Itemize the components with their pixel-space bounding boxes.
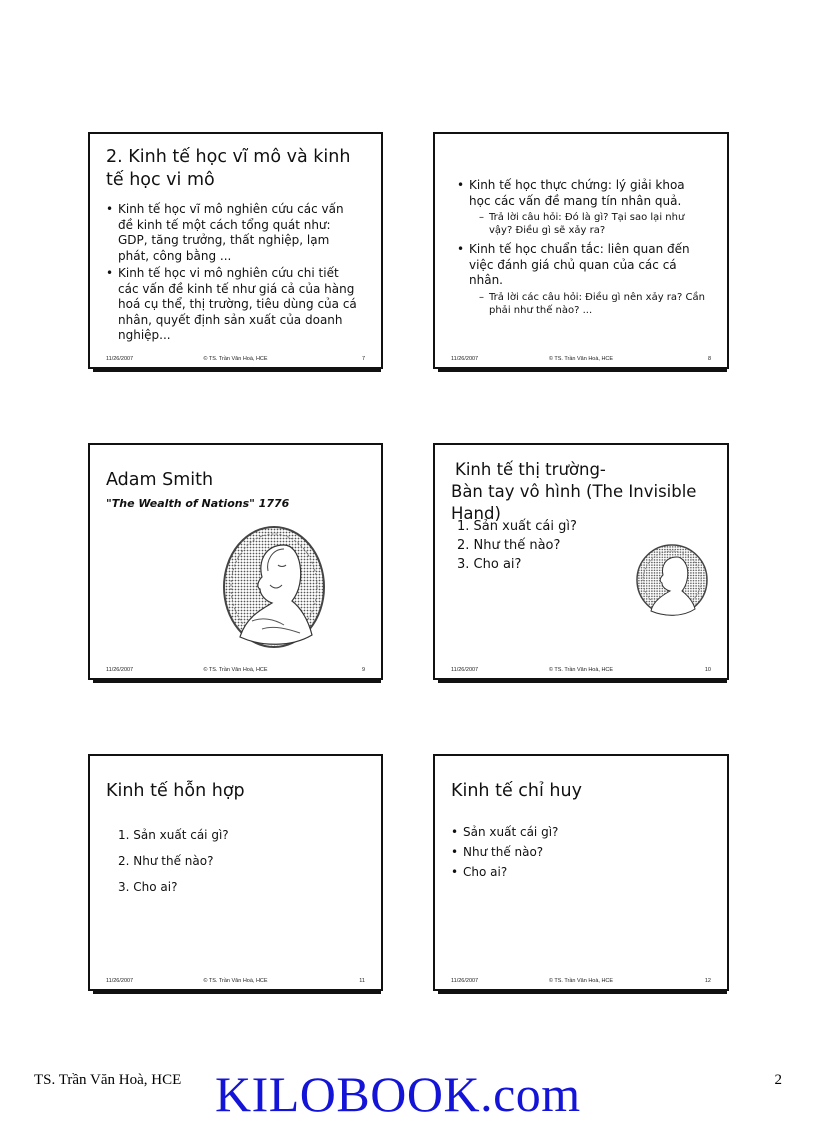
slide-footer bbox=[451, 356, 711, 362]
page-author: TS. Trần Văn Hoà, HCE bbox=[34, 1072, 182, 1088]
list-item: 3. Cho ai? bbox=[457, 557, 522, 572]
slide-footer bbox=[106, 667, 365, 673]
slide-number: 9 bbox=[361, 667, 365, 673]
footer-author: © TS. Trần Văn Hoà, HCE bbox=[548, 356, 614, 362]
slide-title: Adam Smith bbox=[106, 470, 214, 490]
footer-date: 11/26/2007 bbox=[106, 978, 134, 984]
slide-12 bbox=[433, 754, 729, 991]
adam-smith-medallion bbox=[635, 543, 709, 617]
slide-number: 7 bbox=[361, 356, 365, 362]
title-line-2: Bàn tay vô hình (The Invisible Hand) bbox=[451, 482, 697, 523]
numbered-list bbox=[118, 822, 229, 900]
numbered-list bbox=[457, 517, 577, 574]
slide-number: 11 bbox=[359, 978, 365, 984]
page-number: 2 bbox=[774, 1072, 782, 1088]
slide-number: 12 bbox=[704, 978, 711, 984]
footer-date: 11/26/2007 bbox=[451, 667, 479, 673]
footer-date: 11/26/2007 bbox=[451, 978, 479, 984]
list-item: • Kinh tế học vi mô nghiên cứu chi tiết các vấn đề kinh tế như giá cả của hàng hoá cụ thể, thị trường, tiêu dùng của cá nhân, quyết định sản xuất của doanh nghiệp... bbox=[106, 266, 362, 344]
watermark-link[interactable]: KILOBOOK.com bbox=[215, 1066, 581, 1122]
list-item: • Như thế nào? bbox=[451, 842, 558, 862]
slide-footer bbox=[451, 667, 711, 673]
slide-title: 2. Kinh tế học vĩ mô và kinh tế học vi mô bbox=[106, 147, 351, 190]
footer-author: © TS. Trần Văn Hoà, HCE bbox=[548, 978, 614, 984]
adam-smith-portrait bbox=[222, 525, 326, 649]
slide-9 bbox=[88, 443, 383, 680]
list-item: • Cho ai? bbox=[451, 862, 558, 882]
bullet-text: Kinh tế học thực chứng: lý giải khoa học các vấn đề mang tín nhân quả. bbox=[469, 178, 685, 208]
footer-date: 11/26/2007 bbox=[106, 667, 134, 673]
footer-date: 11/26/2007 bbox=[451, 356, 479, 362]
bullet-list bbox=[451, 822, 558, 882]
slide-title: Kinh tế chỉ huy bbox=[451, 781, 582, 801]
footer-author: © TS. Trần Văn Hoà, HCE bbox=[203, 356, 268, 362]
slide-footer bbox=[106, 978, 365, 984]
slide-subtitle: "The Wealth of Nations" 1776 bbox=[106, 497, 290, 510]
footer-author: © TS. Trần Văn Hoà, HCE bbox=[203, 667, 268, 673]
list-item: 1. Sản xuất cái gì? bbox=[118, 828, 229, 842]
list-item: 2. Như thế nào? bbox=[118, 854, 214, 868]
list-item: 1. Sản xuất cái gì? bbox=[457, 519, 577, 534]
footer-author: © TS. Trần Văn Hoà, HCE bbox=[548, 667, 614, 673]
bullet-text: Kinh tế học chuẩn tắc: liên quan đến việc đánh giá chủ quan của các cá nhân. bbox=[469, 242, 690, 287]
sub-item: – Trả lời câu hỏi: Đó là gì? Tại sao lại như vậy? Điều gì sẽ xảy ra? bbox=[469, 211, 707, 237]
bullet-list bbox=[457, 178, 707, 322]
slide-number: 8 bbox=[707, 356, 711, 362]
slide-number: 10 bbox=[704, 667, 711, 673]
footer-author: © TS. Trần Văn Hoà, HCE bbox=[203, 978, 268, 984]
list-item: 3. Cho ai? bbox=[118, 880, 178, 894]
bullet-list bbox=[106, 202, 362, 346]
slide-footer bbox=[451, 978, 711, 984]
list-item bbox=[457, 242, 707, 317]
slide-title bbox=[451, 459, 725, 525]
title-line-1: Kinh tế thị trường- bbox=[455, 460, 606, 479]
slide-11 bbox=[88, 754, 383, 991]
footer-date: 11/26/2007 bbox=[106, 356, 134, 362]
slide-7 bbox=[88, 132, 383, 369]
slide-8 bbox=[433, 132, 729, 369]
slide-10 bbox=[433, 443, 729, 680]
list-item bbox=[457, 178, 707, 237]
list-item: • Kinh tế học vĩ mô nghiên cứu các vấn đề kinh tế một cách tổng quát như: GDP, tăng trưởng, thất nghiệp, lạm phát, công bằng ... bbox=[106, 202, 362, 264]
sub-item: – Trả lời các câu hỏi: Điều gì nên xảy ra? Cần phải như thế nào? ... bbox=[469, 291, 707, 317]
list-item: • Sản xuất cái gì? bbox=[451, 822, 558, 842]
list-item: 2. Như thế nào? bbox=[457, 538, 561, 553]
slide-title: Kinh tế hỗn hợp bbox=[106, 781, 245, 801]
slide-footer bbox=[106, 356, 365, 362]
